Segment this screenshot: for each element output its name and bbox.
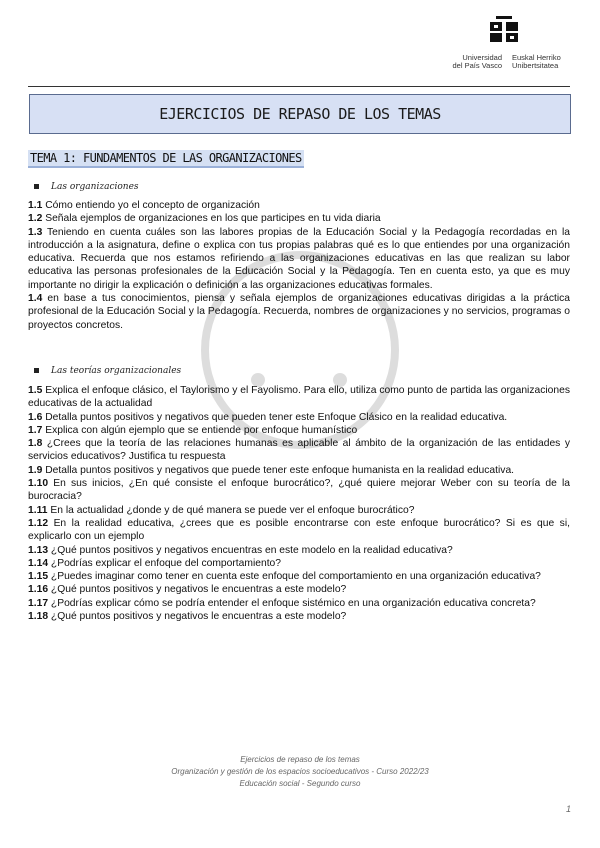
- exercise-item: 1.11 En la actualidad ¿donde y de qué manera se puede ver el enfoque burocrático?: [28, 504, 415, 516]
- document-title: EJERCICIOS DE REPASO DE LOS TEMAS: [159, 105, 441, 123]
- exercise-item: 1.10 En sus inicios, ¿En qué consiste el enfoque burocrático?, ¿qué quiere mejorar Weber con su teoría de la burocracia?: [28, 478, 570, 503]
- exercise-list: [28, 384, 570, 623]
- university-emblem-icon: [488, 16, 522, 46]
- page-footer: [0, 754, 600, 790]
- exercise-item: 1.16 ¿Qué puntos positivos y negativos le encuentras a este modelo?: [28, 584, 347, 596]
- exercise-item: 1.17 ¿Podrías explicar cómo se podría entender el enfoque sistémico en una organización educativa concreta?: [28, 597, 536, 609]
- exercise-item: 1.4 en base a tus conocimientos, piensa y señala ejemplos de organizaciones educativas dirigidas a la práctica profesional de la Educación Social y la Pedagogía. Recuerda, nombres de organizaciones y no servicios, programas o proyectos concretos.: [28, 293, 570, 331]
- exercise-item: 1.3 Teniendo en cuenta cuáles son las labores propias de la Educación Social y la Pedagogía recordadas en la introducción a la asignatura, define o explica con tus propias palabras qué es lo que entiendes por una organización educativa. Recuerda que nos estamos refiriendo a las organizaciones educativas en las que realizan su labor educativa las personas profesionales de la Educación Social y la Pedagogía. Ten en cuenta esto, ya que es muy importante no dirigir la explicación o definición a las organizaciones educativas formales.: [28, 226, 570, 291]
- section-heading: Las organizaciones: [34, 182, 139, 192]
- exercise-item: 1.2 Señala ejemplos de organizaciones en los que participes en tu vida diaria: [28, 213, 381, 225]
- footer-line: Ejercicios de repaso de los temas: [240, 755, 360, 764]
- section-heading: Las teorías organizacionales: [34, 366, 181, 376]
- exercise-item: 1.6 Detalla puntos positivos y negativos que pueden tener este Enfoque Clásico en la realidad educativa.: [28, 411, 508, 423]
- exercise-item: 1.7 Explica con algún ejemplo que se entiende por enfoque humanístico: [28, 424, 358, 436]
- bullet-icon: [34, 184, 39, 189]
- exercise-item: 1.1 Cómo entiendo yo el concepto de organización: [28, 200, 260, 211]
- bullet-icon: [34, 368, 39, 373]
- exercise-item: 1.18 ¿Qué puntos positivos y negativos le encuentras a este modelo?: [28, 611, 347, 623]
- exercise-item: 1.9 Detalla puntos positivos y negativos que puede tener este enfoque humanista en la realidad educativa.: [28, 464, 515, 476]
- page-number: 1: [566, 804, 572, 814]
- topic-heading: TEMA 1: FUNDAMENTOS DE LAS ORGANIZACIONES: [28, 150, 304, 168]
- exercise-item: 1.15 ¿Puedes imaginar como tener en cuenta este enfoque del comportamiento en una organización educativa?: [28, 571, 541, 583]
- university-name-eu: Euskal Herriko Unibertsitatea: [512, 53, 561, 70]
- university-logo: [444, 16, 564, 76]
- header-divider: [28, 86, 570, 87]
- exercise-item: 1.8 ¿Crees que la teoría de las relaciones humanas es aplicable al ámbito de la organización de las entidades y servicios educativos? Justifica tu respuesta: [28, 438, 570, 463]
- exercise-item: 1.13 ¿Qué puntos positivos y negativos encuentras en este modelo en la realidad educativa?: [28, 544, 453, 556]
- exercise-list: [28, 199, 570, 332]
- document-title-box: [29, 94, 571, 134]
- exercise-item: 1.14 ¿Podrías explicar el enfoque del comportamiento?: [28, 557, 282, 569]
- footer-line: Organización y gestión de los espacios socioeducativos - Curso 2022/23: [171, 767, 429, 776]
- university-name-es: Universidad del País Vasco: [452, 53, 502, 70]
- footer-line: Educación social - Segundo curso: [239, 779, 361, 788]
- exercise-item: 1.5 Explica el enfoque clásico, el Taylorismo y el Fayolismo. Para ello, utiliza como punto de partida las organizaciones educativas de la actualidad: [28, 385, 570, 410]
- exercise-item: 1.12 En la realidad educativa, ¿crees que es posible encontrarse con este enfoque burocrático? Si es que si, explicarlo con un ejemplo: [28, 517, 570, 543]
